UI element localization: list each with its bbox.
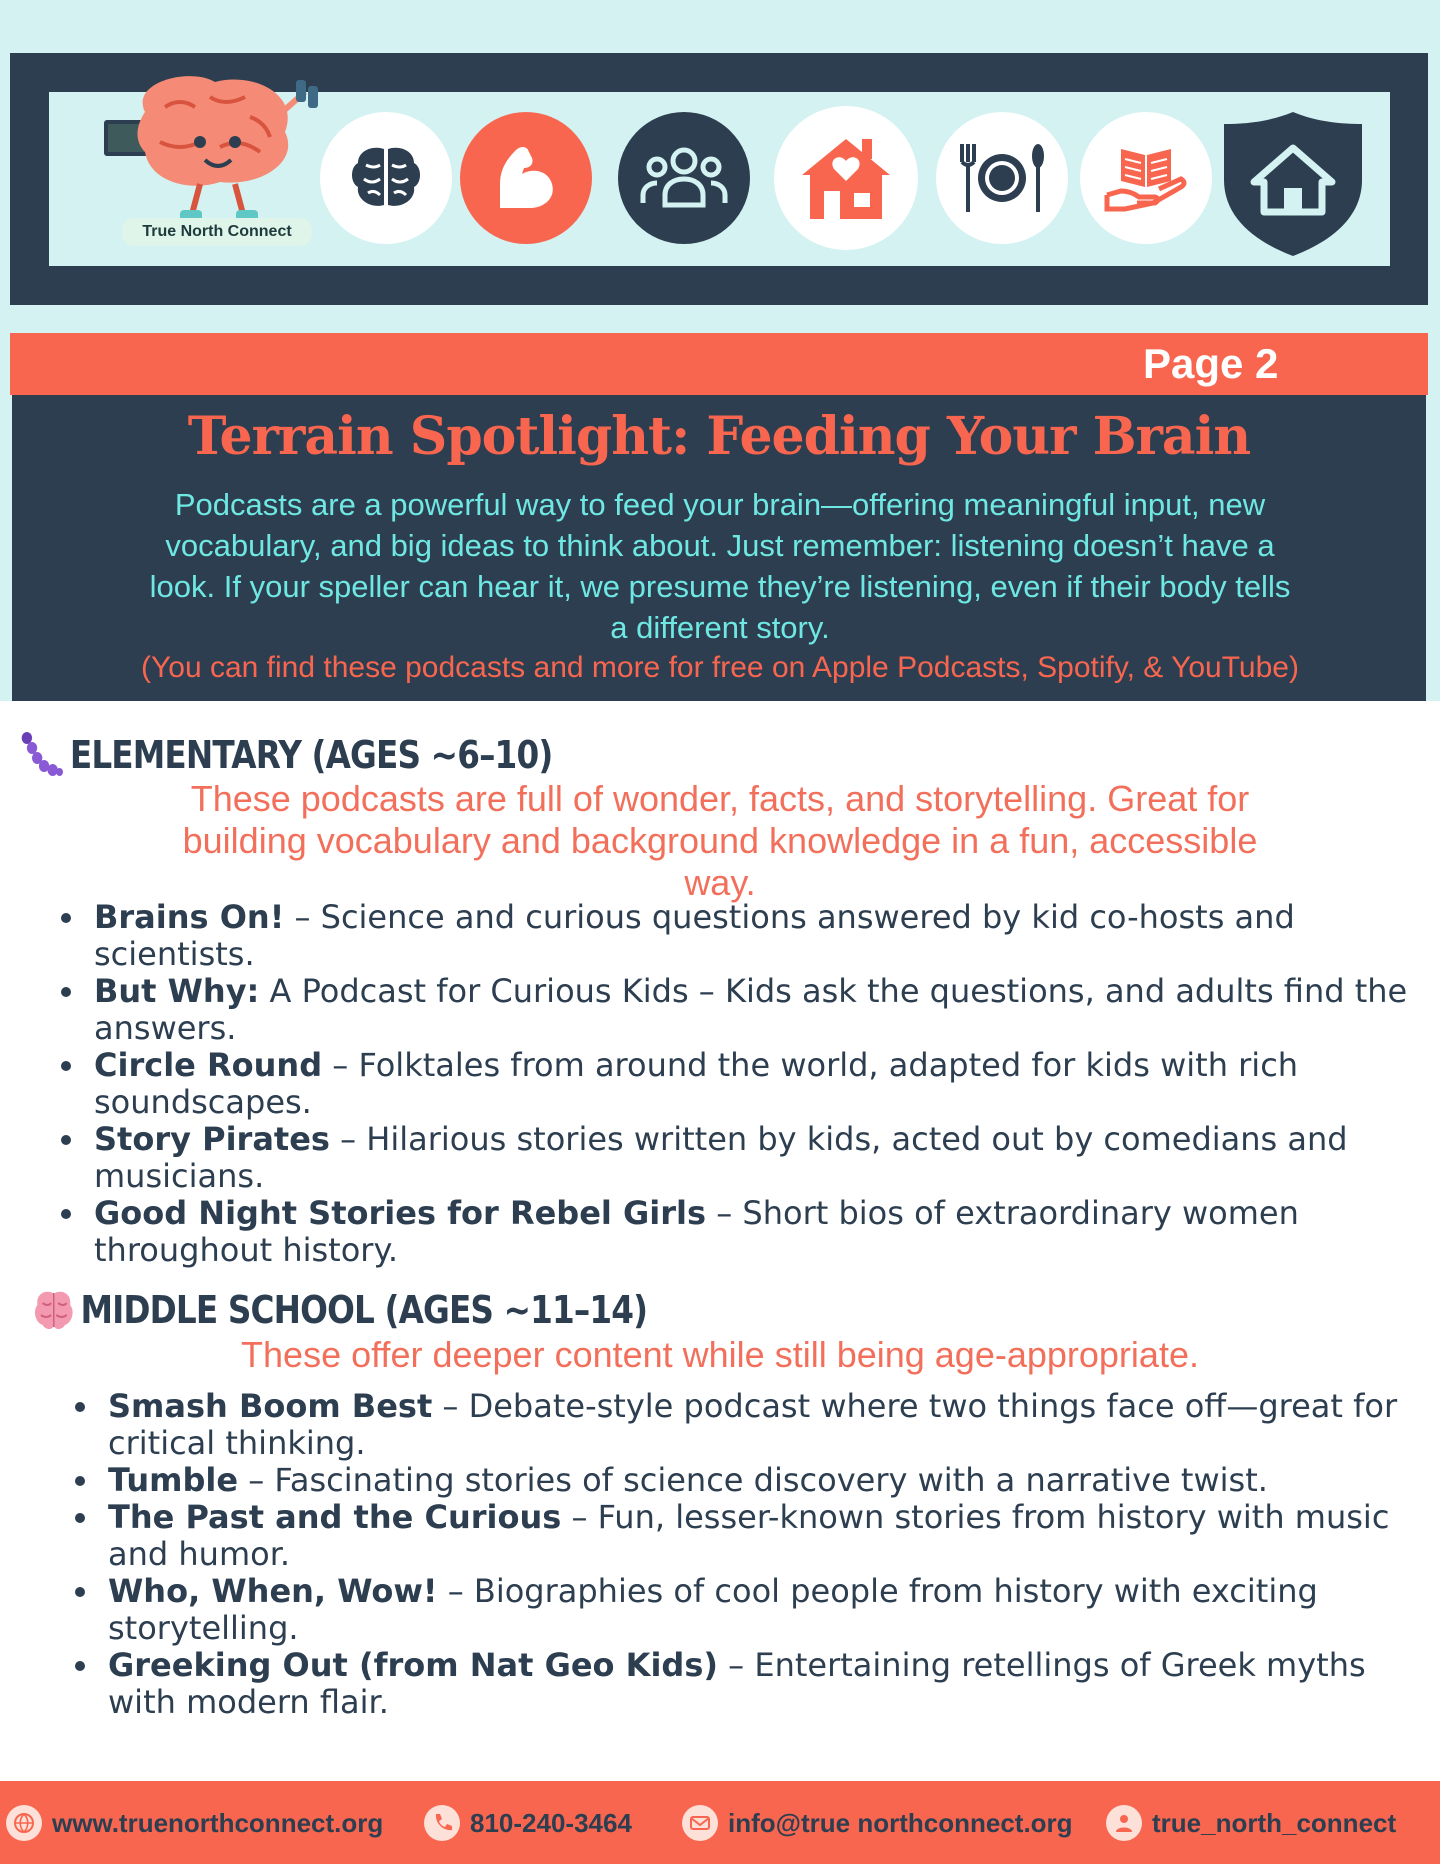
phone-number[interactable]: 810-240-3464	[470, 1807, 632, 1838]
description-line: way.	[684, 862, 756, 903]
mail-icon	[682, 1805, 718, 1841]
podcast-name: But Why:	[94, 972, 260, 1010]
middle-school-heading	[34, 1288, 647, 1332]
podcast-description: – Fascinating stories of science discovery with a narrative twist.	[238, 1461, 1268, 1499]
home-shield-icon	[1222, 110, 1364, 258]
podcast-description: – Folktales from around the world, adapted for kids with rich soundscapes.	[94, 1046, 1299, 1121]
description-line: building vocabulary and background knowledge in a fun, accessible	[182, 820, 1258, 861]
list-item	[88, 1121, 1428, 1195]
podcast-name: Smash Boom Best	[108, 1387, 433, 1425]
podcast-description: – Biographies of cool people from history with exciting storytelling.	[108, 1572, 1318, 1647]
group-icon	[618, 112, 750, 244]
email-address[interactable]: info@true northconnect.org	[728, 1807, 1073, 1838]
elementary-heading	[20, 730, 552, 780]
globe-icon	[6, 1805, 42, 1841]
list-item	[88, 1047, 1428, 1121]
elementary-heading-text: ELEMENTARY (AGES ~6–10)	[69, 733, 553, 777]
caterpillar-icon	[20, 730, 63, 780]
footer-phone[interactable]	[424, 1800, 632, 1846]
list-item	[102, 1462, 1432, 1499]
podcast-name: Good Night Stories for Rebel Girls	[94, 1194, 707, 1232]
phone-icon	[424, 1805, 460, 1841]
podcast-description: – Entertaining retellings of Greek myths with modern flair.	[108, 1646, 1366, 1721]
intro-paragraph	[30, 484, 1410, 648]
plate-utensils-icon	[936, 112, 1068, 244]
podcast-description: – Fun, lesser-known stories from history with music and humor.	[108, 1498, 1390, 1573]
website-link[interactable]: www.truenorthconnect.org	[52, 1807, 384, 1838]
podcast-description: – Hilarious stories written by kids, acted out by comedians and musicians.	[94, 1120, 1348, 1195]
brain-emoji-icon	[34, 1289, 74, 1331]
middle-school-heading-text: MIDDLE SCHOOL (AGES ~11–14)	[80, 1288, 648, 1332]
intro-note: (You can find these podcasts and more for free on Apple Podcasts, Spotify, & YouTube)	[141, 651, 1299, 684]
intro-line: a different story.	[610, 610, 830, 645]
page-number: Page 2	[1143, 340, 1279, 387]
description-line: These podcasts are full of wonder, facts, and storytelling. Great for	[190, 778, 1250, 819]
podcast-name: Tumble	[108, 1461, 239, 1499]
intro-line: look. If your speller can hear it, we presume they’re listening, even if their body tells	[149, 569, 1291, 604]
middle-school-podcast-list	[62, 1388, 1432, 1721]
podcast-name: The Past and the Curious	[108, 1498, 562, 1536]
list-item	[88, 1195, 1428, 1269]
brain-icon	[320, 112, 452, 244]
list-item	[102, 1499, 1432, 1573]
footer-website[interactable]	[6, 1800, 383, 1846]
podcast-name: Greeking Out (from Nat Geo Kids)	[108, 1646, 718, 1684]
podcast-description: – Short bios of extraordinary women throughout history.	[94, 1194, 1299, 1269]
list-item	[102, 1647, 1432, 1721]
elementary-description	[30, 778, 1410, 904]
logo-wordmark: True North Connect	[122, 218, 312, 246]
podcast-description: A Podcast for Curious Kids – Kids ask the questions, and adults find the answers.	[94, 972, 1408, 1047]
podcast-name: Brains On!	[94, 898, 285, 936]
intro-line: Podcasts are a powerful way to feed your brain—offering meaningful input, new	[174, 487, 1266, 522]
list-item	[88, 973, 1428, 1047]
footer-social[interactable]	[1106, 1800, 1396, 1846]
elementary-podcast-list	[48, 899, 1428, 1269]
social-handle[interactable]: true_north_connect	[1152, 1807, 1397, 1838]
list-item	[102, 1573, 1432, 1647]
footer-email[interactable]	[682, 1800, 1073, 1846]
podcast-description: – Debate-style podcast where two things face off—great for critical thinking.	[108, 1387, 1398, 1462]
podcast-name: Circle Round	[94, 1046, 323, 1084]
list-item	[88, 899, 1428, 973]
heart-house-icon	[774, 106, 918, 250]
user-icon	[1106, 1805, 1142, 1841]
podcast-name: Who, When, Wow!	[108, 1572, 438, 1610]
page-title: Terrain Spotlight: Feeding Your Brain	[187, 406, 1251, 467]
podcast-description: – Science and curious questions answered by kid co-hosts and scientists.	[94, 898, 1295, 973]
open-book-hand-icon	[1080, 112, 1212, 244]
list-item	[102, 1388, 1432, 1462]
middle-school-description: These offer deeper content while still being age-appropriate.	[241, 1334, 1199, 1375]
podcast-name: Story Pirates	[94, 1120, 330, 1158]
intro-line: vocabulary, and big ideas to think about. Just remember: listening doesn’t have a	[165, 528, 1275, 563]
flexed-arm-icon	[460, 112, 592, 244]
